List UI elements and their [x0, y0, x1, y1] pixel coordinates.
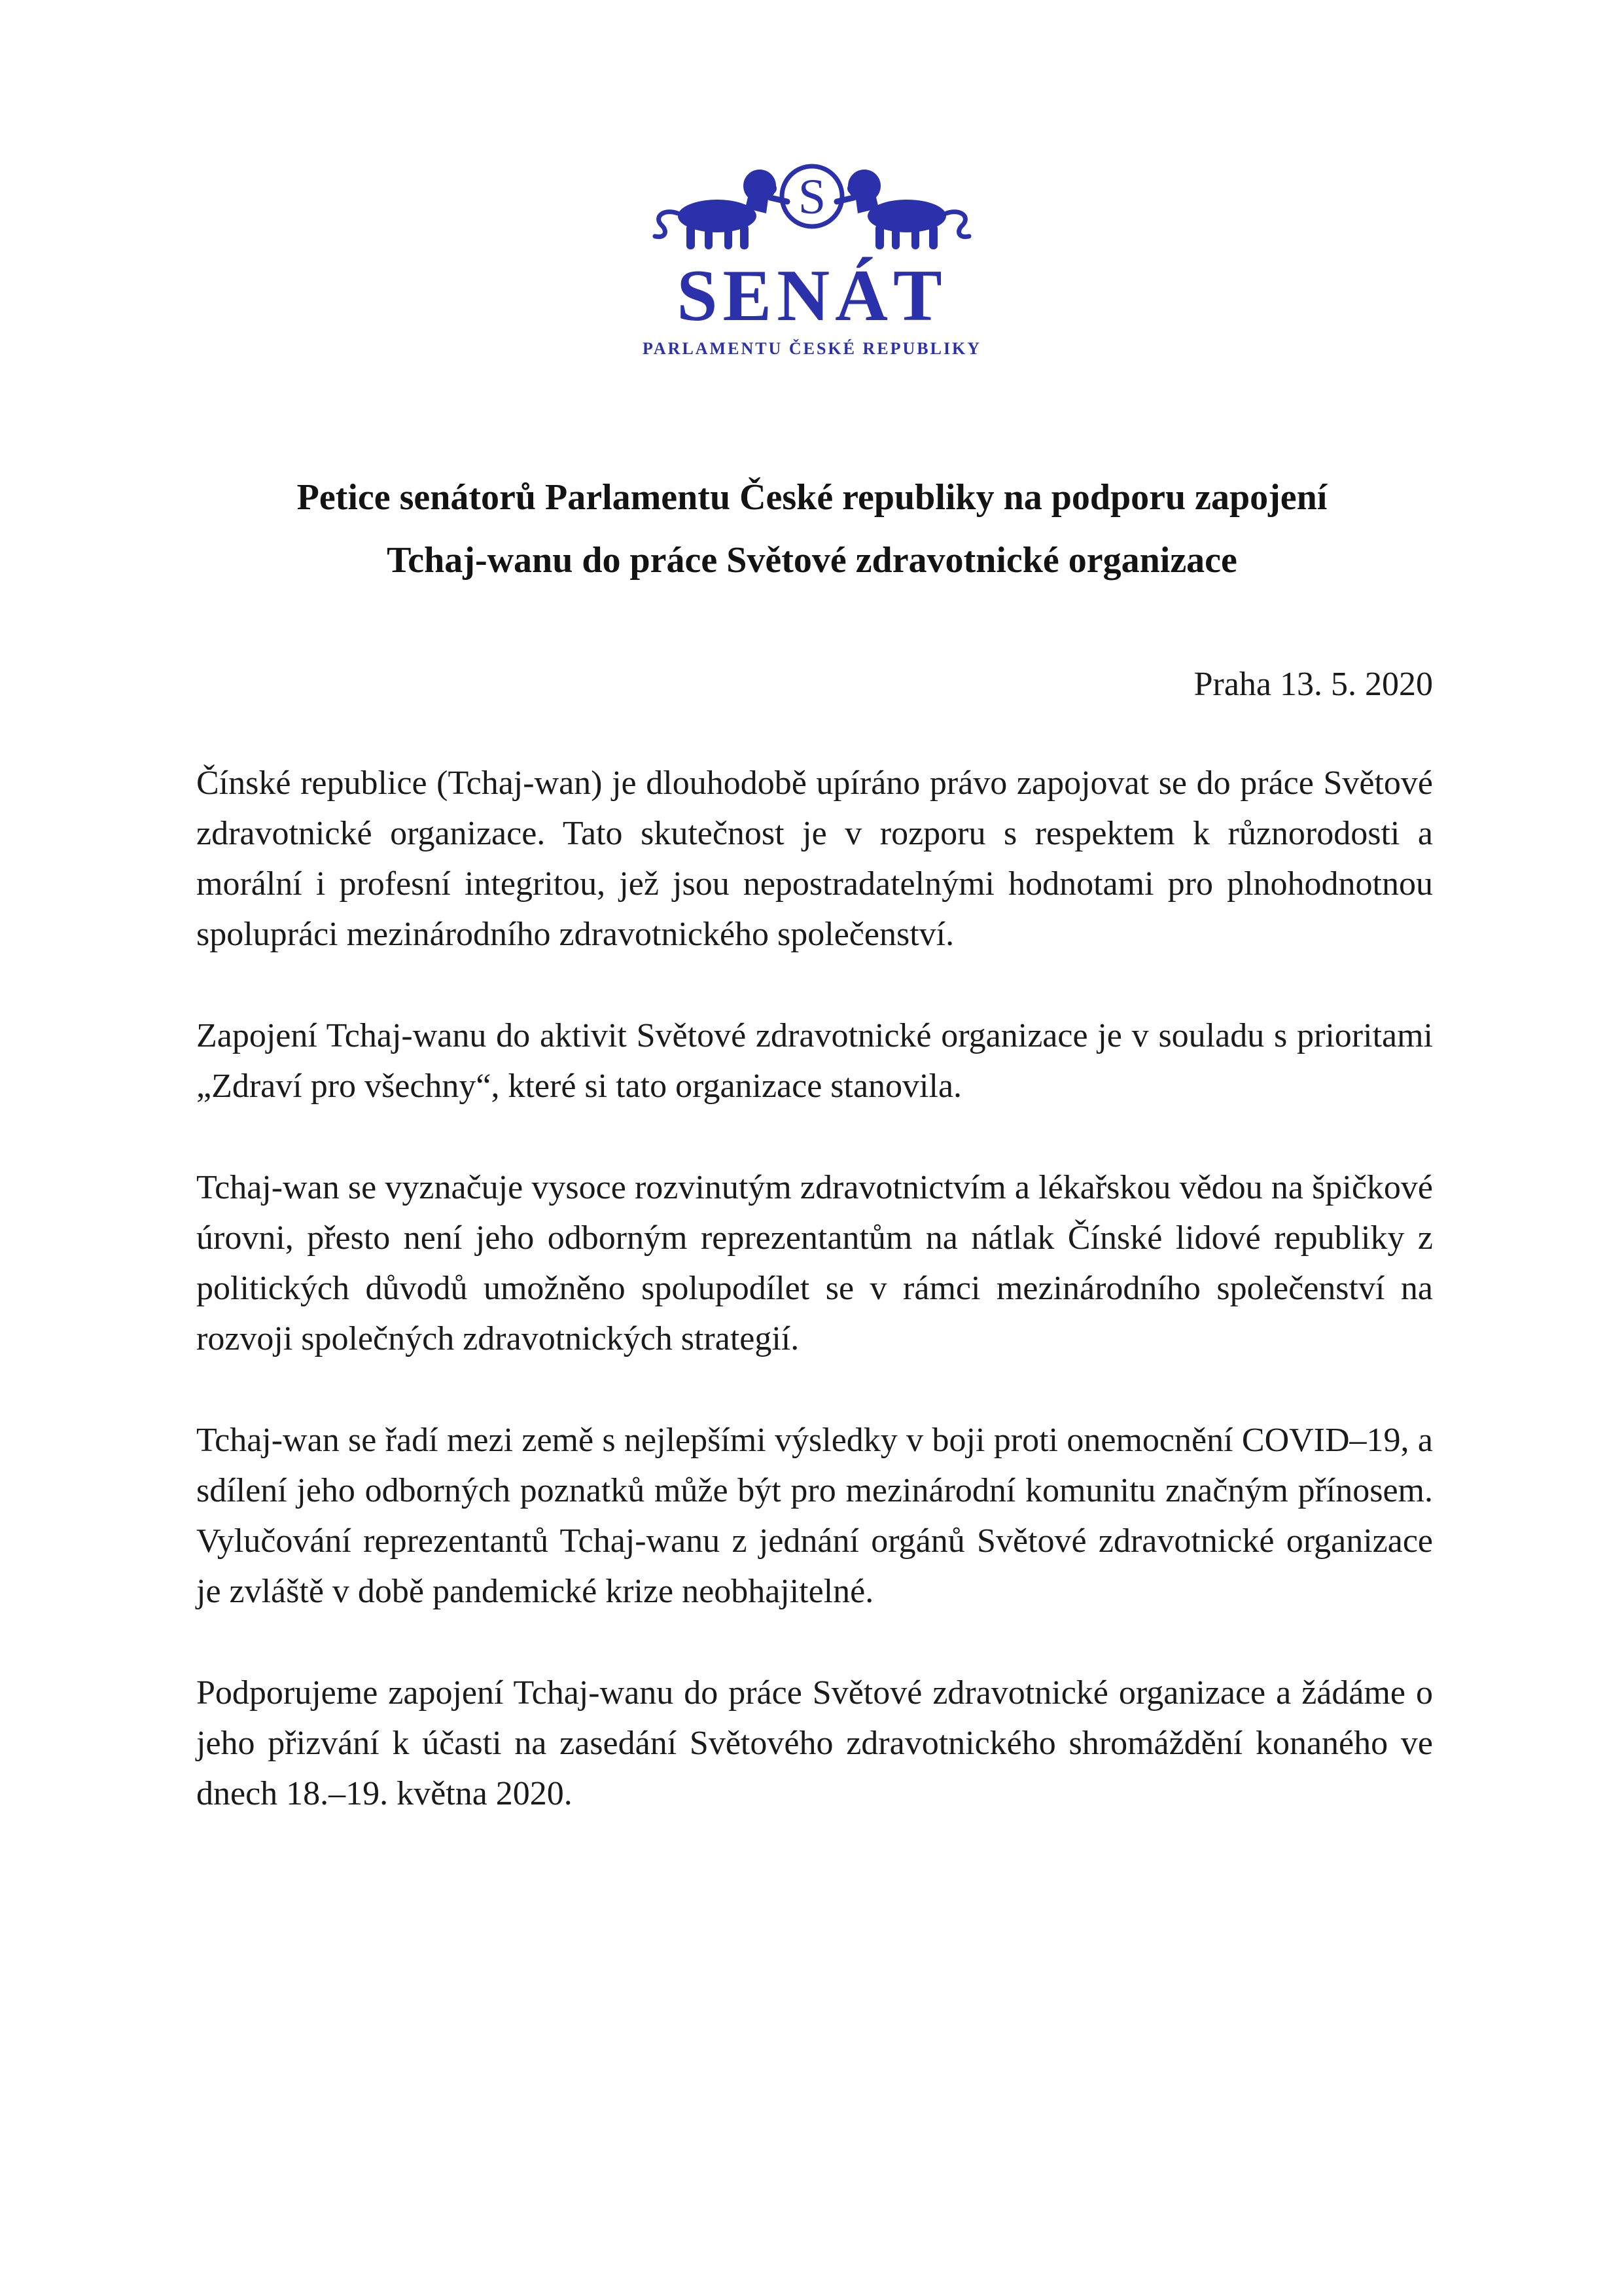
dateline: Praha 13. 5. 2020 — [1193, 666, 1433, 703]
senate-logo — [0, 156, 1624, 359]
paragraph-3: Tchaj-wan se vyznačuje vysoce rozvinutým zdravotnictvím a lékařskou vědou na špičkové úrovni, přesto není jeho odborným reprezentantům na nátlak Čínské lidové republiky z politických důvodů umožněno spolupodílet se v rámci mezinárodního společenství na rozvoji společných zdravotnických strategií. — [196, 1169, 1433, 1357]
title-line-2: Tchaj-wanu do práce Světové zdravotnické organizace — [387, 540, 1237, 581]
right-lion-icon — [837, 170, 969, 249]
body-text — [196, 758, 1433, 1819]
paragraph-1: Čínské republice (Tchaj-wan) je dlouhodobě upíráno právo zapojovat se do práce Světové zdravotnické organizace. Tato skutečnost je v rozporu s respektem k různorodosti a morální i profesní integritou, jež jsou nepostradatelnými hodnotami pro plnohodnotnou spolupráci mezinárodního zdravotnického společenství. — [196, 764, 1433, 953]
logo-subtitle: PARLAMENTU ČESKÉ REPUBLIKY — [642, 339, 982, 358]
document-title — [164, 466, 1460, 592]
left-lion-icon — [655, 170, 787, 249]
paragraph-5: Podporujeme zapojení Tchaj-wanu do práce Světové zdravotnické organizace a žádáme o jeho přizvání k účasti na zasedání Světového zdravotnického shromáždění konaného ve dnech 18.–19. května 2020. — [196, 1674, 1433, 1812]
paragraph-2: Zapojení Tchaj-wanu do aktivit Světové zdravotnické organizace je v souladu s prioritami „Zdraví pro všechny“, které si tato organizace stanovila. — [196, 1017, 1433, 1105]
title-line-1: Petice senátorů Parlamentu České republiky na podporu zapojení — [296, 477, 1328, 518]
paragraph-4: Tchaj-wan se řadí mezi země s nejlepšími výsledky v boji proti onemocnění COVID–19, a sdílení jeho odborných poznatků může být pro mezinárodní komunitu značným přínosem. Vylučování reprezentantů Tchaj-wanu z jednání orgánů Světové zdravotnické organizace je zvláště v době pandemické krize neobhajitelné. — [196, 1422, 1433, 1610]
logo-wordmark: SENÁT — [677, 255, 947, 336]
emblem-letter: S — [798, 170, 826, 224]
senate-lions-emblem-icon — [648, 156, 976, 254]
